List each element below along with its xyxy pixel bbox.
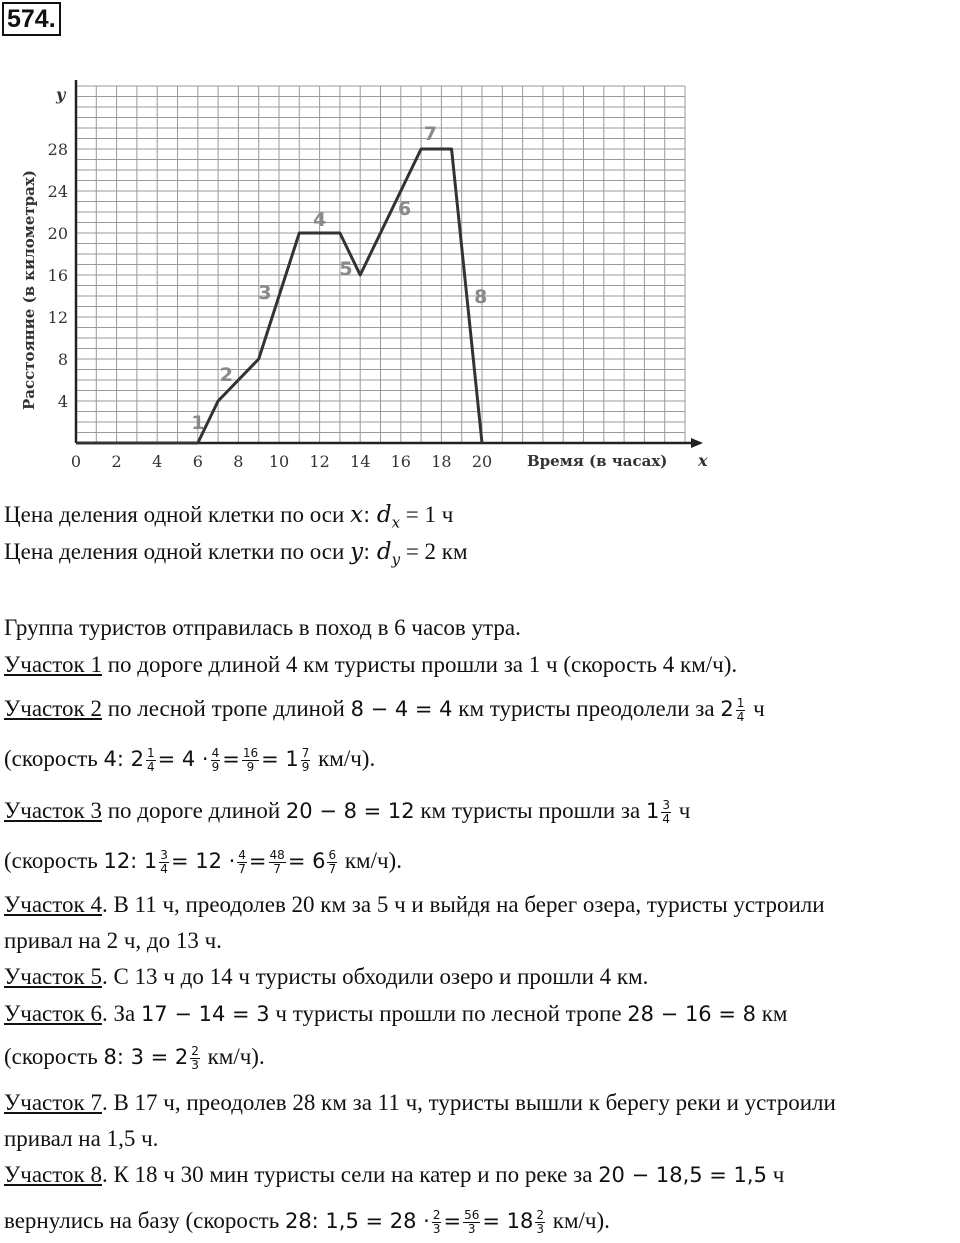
- segment-2-speed-f1: $\frac{1}{4}$: [146, 746, 155, 775]
- segment-2-speed-line: [4, 744, 375, 774]
- segment-2-line: [4, 694, 765, 724]
- segment-8-text: . К 18 ч 30 мин туристы сели на катер и по реке за: [101, 1162, 599, 1187]
- segment-7-line: [4, 1088, 836, 1118]
- segment-label: 1: [191, 412, 205, 434]
- intro-line: Группа туристов отправилась в поход в 6 часов утра.: [4, 615, 521, 640]
- segment-2-speed-end: км/ч).: [312, 746, 376, 771]
- segment-6-speed-line: [4, 1042, 265, 1072]
- y-tick-label: 20: [47, 224, 68, 243]
- segment-8-speed-prefix: вернулись на базу (скорость: [4, 1208, 285, 1233]
- segment-2-text: по лесной тропе длиной: [101, 696, 351, 721]
- segment-4-text: . В 11 ч, преодолев 20 км за 5 ч и выйдя на берег озера, туристы устроили: [101, 892, 825, 917]
- segment-8-speed-f2: $\frac{56}{3}$: [464, 1208, 480, 1237]
- division-y-var: y: [350, 539, 364, 565]
- segment-3-speed-f2: $\frac{4}{7}$: [238, 848, 246, 877]
- y-tick-label: 24: [47, 182, 68, 201]
- y-tick-label: 4: [57, 392, 68, 411]
- segment-3-label: Участок 3: [4, 798, 102, 823]
- segment-6-text: . За: [101, 1001, 141, 1026]
- x-tick-label: 0: [70, 452, 82, 471]
- segment-label: 6: [398, 198, 412, 220]
- segment-3-speed-f1: $\frac{3}{4}$: [160, 848, 168, 877]
- segment-3-speed-line: [4, 846, 402, 876]
- segment-3-text2: км туристы прошли за: [414, 798, 646, 823]
- division-y-sub: y: [391, 550, 401, 569]
- segment-6-text3: км: [755, 1001, 788, 1026]
- segment-8-math: 20 − 18,5 = 1,5: [598, 1163, 767, 1187]
- chart-ticks: [48, 140, 493, 471]
- segment-2-label: Участок 2: [4, 696, 102, 721]
- segment-5-text: . С 13 ч до 14 ч туристы обходили озеро и прошли 4 км.: [101, 964, 649, 989]
- x-axis-arrow: [691, 438, 703, 448]
- x-tick-label: 16: [390, 452, 411, 471]
- segment-8-speed-m2: =: [443, 1209, 462, 1233]
- segment-4-line: [4, 890, 825, 920]
- segment-8-speed-m3: = 18: [482, 1209, 534, 1233]
- segment-3-speed-f4: $\frac{6}{7}$: [328, 848, 337, 877]
- segment-6-speed-prefix: (скорость: [4, 1044, 104, 1069]
- segment-3-speed-m4: = 6: [287, 849, 326, 873]
- segment-8-label: Участок 8: [4, 1162, 102, 1187]
- segment-3-speed-prefix: (скорость: [4, 848, 104, 873]
- division-x-var: x: [350, 502, 364, 528]
- segment-8-speed-f3: $\frac{2}{3}$: [536, 1208, 545, 1237]
- x-tick-label: 8: [233, 452, 244, 471]
- x-tick-label: 20: [471, 452, 493, 471]
- segment-2-text2: км туристы преодолели за: [452, 696, 721, 721]
- segment-2-speed-m2: = 4 ·: [157, 747, 209, 771]
- x-tick-label: 2: [111, 452, 122, 471]
- segment-6-text2: ч туристы прошли по лесной тропе: [269, 1001, 628, 1026]
- division-x-value: = 1 ч: [400, 502, 454, 527]
- segment-3-speed-f3: $\frac{48}{7}$: [269, 848, 285, 877]
- x-tick-label: 14: [350, 452, 371, 471]
- division-x-colon: :: [363, 503, 377, 527]
- segment-6-line: [4, 999, 787, 1029]
- segment-7-line-2: привал на 1,5 ч.: [4, 1126, 159, 1151]
- segment-8-speed-m1: 28: 1,5 = 28 ·: [284, 1209, 430, 1233]
- segment-8-speed-end: км/ч).: [547, 1208, 610, 1233]
- segment-4-label: Участок 4: [4, 892, 102, 917]
- segment-label: 3: [258, 282, 272, 304]
- segment-3-text: по дороге длиной: [101, 798, 286, 823]
- segment-3-whole: 1: [645, 799, 660, 823]
- y-tick-label: 16: [47, 266, 68, 285]
- segment-2-speed-prefix: (скорость: [4, 746, 104, 771]
- segment-label: 2: [219, 364, 234, 386]
- x-axis-var: x: [698, 451, 708, 470]
- segment-2-speed-m1: 4: 2: [103, 747, 144, 771]
- segment-2-speed-f3: $\frac{16}{9}$: [242, 746, 259, 775]
- segment-5-label: Участок 5: [4, 964, 102, 989]
- segment-6-math2: 28 − 16 = 8: [627, 1002, 756, 1026]
- y-tick-label: 12: [47, 308, 68, 327]
- segment-3-line: [4, 796, 690, 826]
- x-tick-label: 10: [268, 452, 290, 471]
- segment-3-unit: ч: [673, 798, 691, 823]
- y-axis-label: Расстояние (в километрах): [20, 170, 38, 410]
- x-axis-label: Время (в часах): [527, 452, 668, 470]
- segment-1-label: Участок 1: [4, 652, 102, 677]
- segment-1-line: [4, 650, 737, 680]
- distance-time-chart: [0, 80, 720, 480]
- segment-2-unit: ч: [747, 696, 765, 721]
- segment-5-line: [4, 962, 648, 992]
- y-tick-label: 28: [47, 140, 68, 159]
- chart-grid: [76, 86, 685, 443]
- division-x-sub: x: [391, 513, 401, 532]
- segment-8-speed-f1: $\frac{2}{3}$: [432, 1208, 441, 1237]
- x-tick-label: 18: [431, 452, 452, 471]
- segment-3-speed-end: км/ч).: [339, 848, 402, 873]
- segment-2-whole: 2: [720, 697, 734, 721]
- segment-6-speed-fraction: $\frac{2}{3}$: [191, 1044, 199, 1073]
- segment-label: 4: [312, 209, 327, 231]
- segment-2-speed-f2: $\frac{4}{9}$: [211, 746, 220, 775]
- segment-8-speed-line: [4, 1206, 610, 1236]
- segment-2-math: 8 − 4 = 4: [350, 697, 453, 721]
- x-tick-label: 12: [309, 452, 330, 471]
- segment-2-speed-m3: =: [222, 747, 240, 771]
- segment-2-speed-f4: $\frac{7}{9}$: [301, 746, 310, 775]
- division-x-line: [4, 500, 453, 538]
- y-tick-label: 8: [57, 350, 68, 369]
- segment-6-speed-end: км/ч).: [201, 1044, 265, 1069]
- division-x-prefix: Цена деления одной клетки по оси: [4, 502, 351, 527]
- segment-label: 5: [339, 258, 353, 280]
- segment-8-line: [4, 1160, 784, 1190]
- division-y-colon: :: [363, 540, 377, 564]
- division-x-d: d: [376, 502, 392, 528]
- segment-6-math: 17 − 14 = 3: [140, 1002, 270, 1026]
- segment-2-speed-m4: = 1: [261, 747, 299, 771]
- division-y-d: d: [376, 539, 392, 565]
- segment-2-fraction: $\frac{1}{4}$: [736, 696, 745, 725]
- division-y-prefix: Цена деления одной клетки по оси: [4, 539, 351, 564]
- problem-number: 574.: [2, 2, 61, 36]
- segment-label: 7: [423, 123, 437, 145]
- segment-label: 8: [474, 286, 488, 308]
- segment-6-label: Участок 6: [4, 1001, 102, 1026]
- division-y-value: = 2 км: [400, 539, 468, 564]
- y-axis-var: y: [56, 85, 66, 104]
- segment-1-text: по дороге длиной 4 км туристы прошли за 1 ч (скорость 4 км/ч).: [101, 652, 738, 677]
- segment-3-speed-m3: =: [248, 849, 267, 873]
- segment-4-line-2: привал на 2 ч, до 13 ч.: [4, 928, 222, 953]
- segment-3-speed-m1: 12: 1: [103, 849, 158, 873]
- division-y-line: [4, 537, 468, 575]
- segment-3-math: 20 − 8 = 12: [285, 799, 415, 823]
- x-tick-label: 6: [192, 452, 203, 471]
- segment-8-text2: ч: [766, 1162, 785, 1187]
- segment-7-label: Участок 7: [4, 1090, 102, 1115]
- segment-3-fraction: $\frac{3}{4}$: [662, 798, 670, 827]
- segment-3-speed-m2: = 12 ·: [170, 849, 236, 873]
- x-tick-label: 4: [152, 452, 163, 471]
- segment-7-text: . В 17 ч, преодолев 28 км за 11 ч, туристы вышли к берегу реки и устроили: [101, 1090, 836, 1115]
- segment-6-speed-m1: 8: 3 = 2: [103, 1045, 189, 1069]
